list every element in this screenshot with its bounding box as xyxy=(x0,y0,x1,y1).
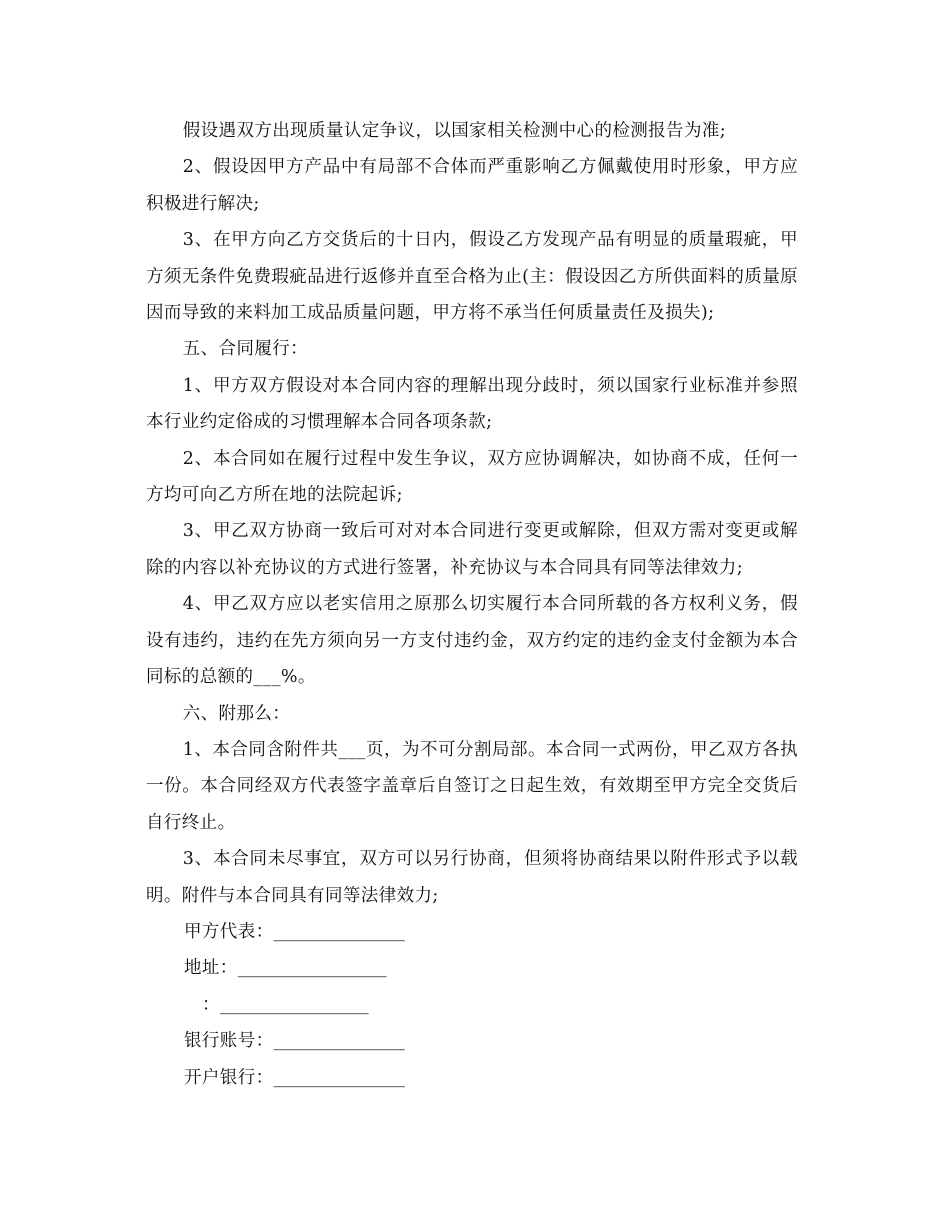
bank-account-blank: _______________ xyxy=(273,1031,405,1052)
paragraph-clause-2-fit: 2、假设因甲方产品中有局部不合体而严重影响乙方佩戴使用时形象，甲方应积极进行解决; xyxy=(146,157,798,214)
paragraph-performance-4: 4、甲乙双方应以老实信用之原那么切实履行本合同所载的各方权利义务，假设有违约，违约在先方须向另一方支付违约金，双方约定的违约金支付金额为本合同标的总额的___%。 xyxy=(146,594,798,688)
paragraph-performance-3: 3、甲乙双方协商一致后可对对本合同进行变更或解除，但双方需对变更或解除的内容以补充协议的方式进行签署，补充协议与本合同具有同等法律效力; xyxy=(146,521,798,578)
paragraph-performance-1: 1、甲方双方假设对本合同内容的理解出现分歧时，须以国家行业标准并参照本行业约定俗成的习惯理解本合同各项条款; xyxy=(146,375,798,433)
phone-label: ： xyxy=(202,994,220,1015)
paragraph-clause-3-defects: 3、在甲方向乙方交货后的十日内，假设乙方发现产品有明显的质量瑕疵，甲方须无条件免费瑕疵品进行返修并直至合格为止(主：假设因乙方所供面料的质量原因而导致的来料加工成品质量问题，甲方将不承当任何质量责任及损失); xyxy=(146,230,798,324)
paragraph-supplementary-1: 1、本合同含附件共___页，为不可分割局部。本合同一式两份，甲乙双方各执一份。本合同经双方代表签字盖章后自签订之日起生效，有效期至甲方完全交货后自行终止。 xyxy=(146,739,798,833)
document-body xyxy=(146,113,798,1096)
section-heading-contract-performance: 五、合同履行： xyxy=(182,339,309,360)
paragraph-supplementary-3: 3、本合同未尽事宜，双方可以另行协商，但须将协商结果以附件形式予以载明。附件与本合同具有同等法律效力; xyxy=(146,849,798,906)
bank-account-field xyxy=(146,1023,798,1059)
paragraph-quality-dispute: 假设遇双方出现质量认定争议，以国家相关检测中心的检测报告为准; xyxy=(182,121,727,141)
address-blank: _________________ xyxy=(237,958,387,979)
bank-label: 开户银行： xyxy=(184,1067,274,1088)
phone-blank: _________________ xyxy=(219,994,369,1015)
address-field xyxy=(146,950,798,986)
bank-field xyxy=(146,1060,798,1096)
address-label: 地址： xyxy=(184,958,238,979)
bank-account-label: 银行账号： xyxy=(184,1031,274,1052)
signature-block xyxy=(146,914,798,1096)
paragraph-performance-2: 2、本合同如在履行过程中发生争议，双方应协调解决，如协商不成，任何一方均可向乙方所在地的法院起诉; xyxy=(146,448,798,506)
representative-field xyxy=(146,914,798,950)
phone-field xyxy=(146,987,798,1023)
representative-blank: _______________ xyxy=(273,921,405,942)
bank-blank: _______________ xyxy=(273,1067,405,1088)
representative-label: 甲方代表： xyxy=(184,921,274,942)
section-heading-supplementary: 六、附那么： xyxy=(182,703,291,724)
